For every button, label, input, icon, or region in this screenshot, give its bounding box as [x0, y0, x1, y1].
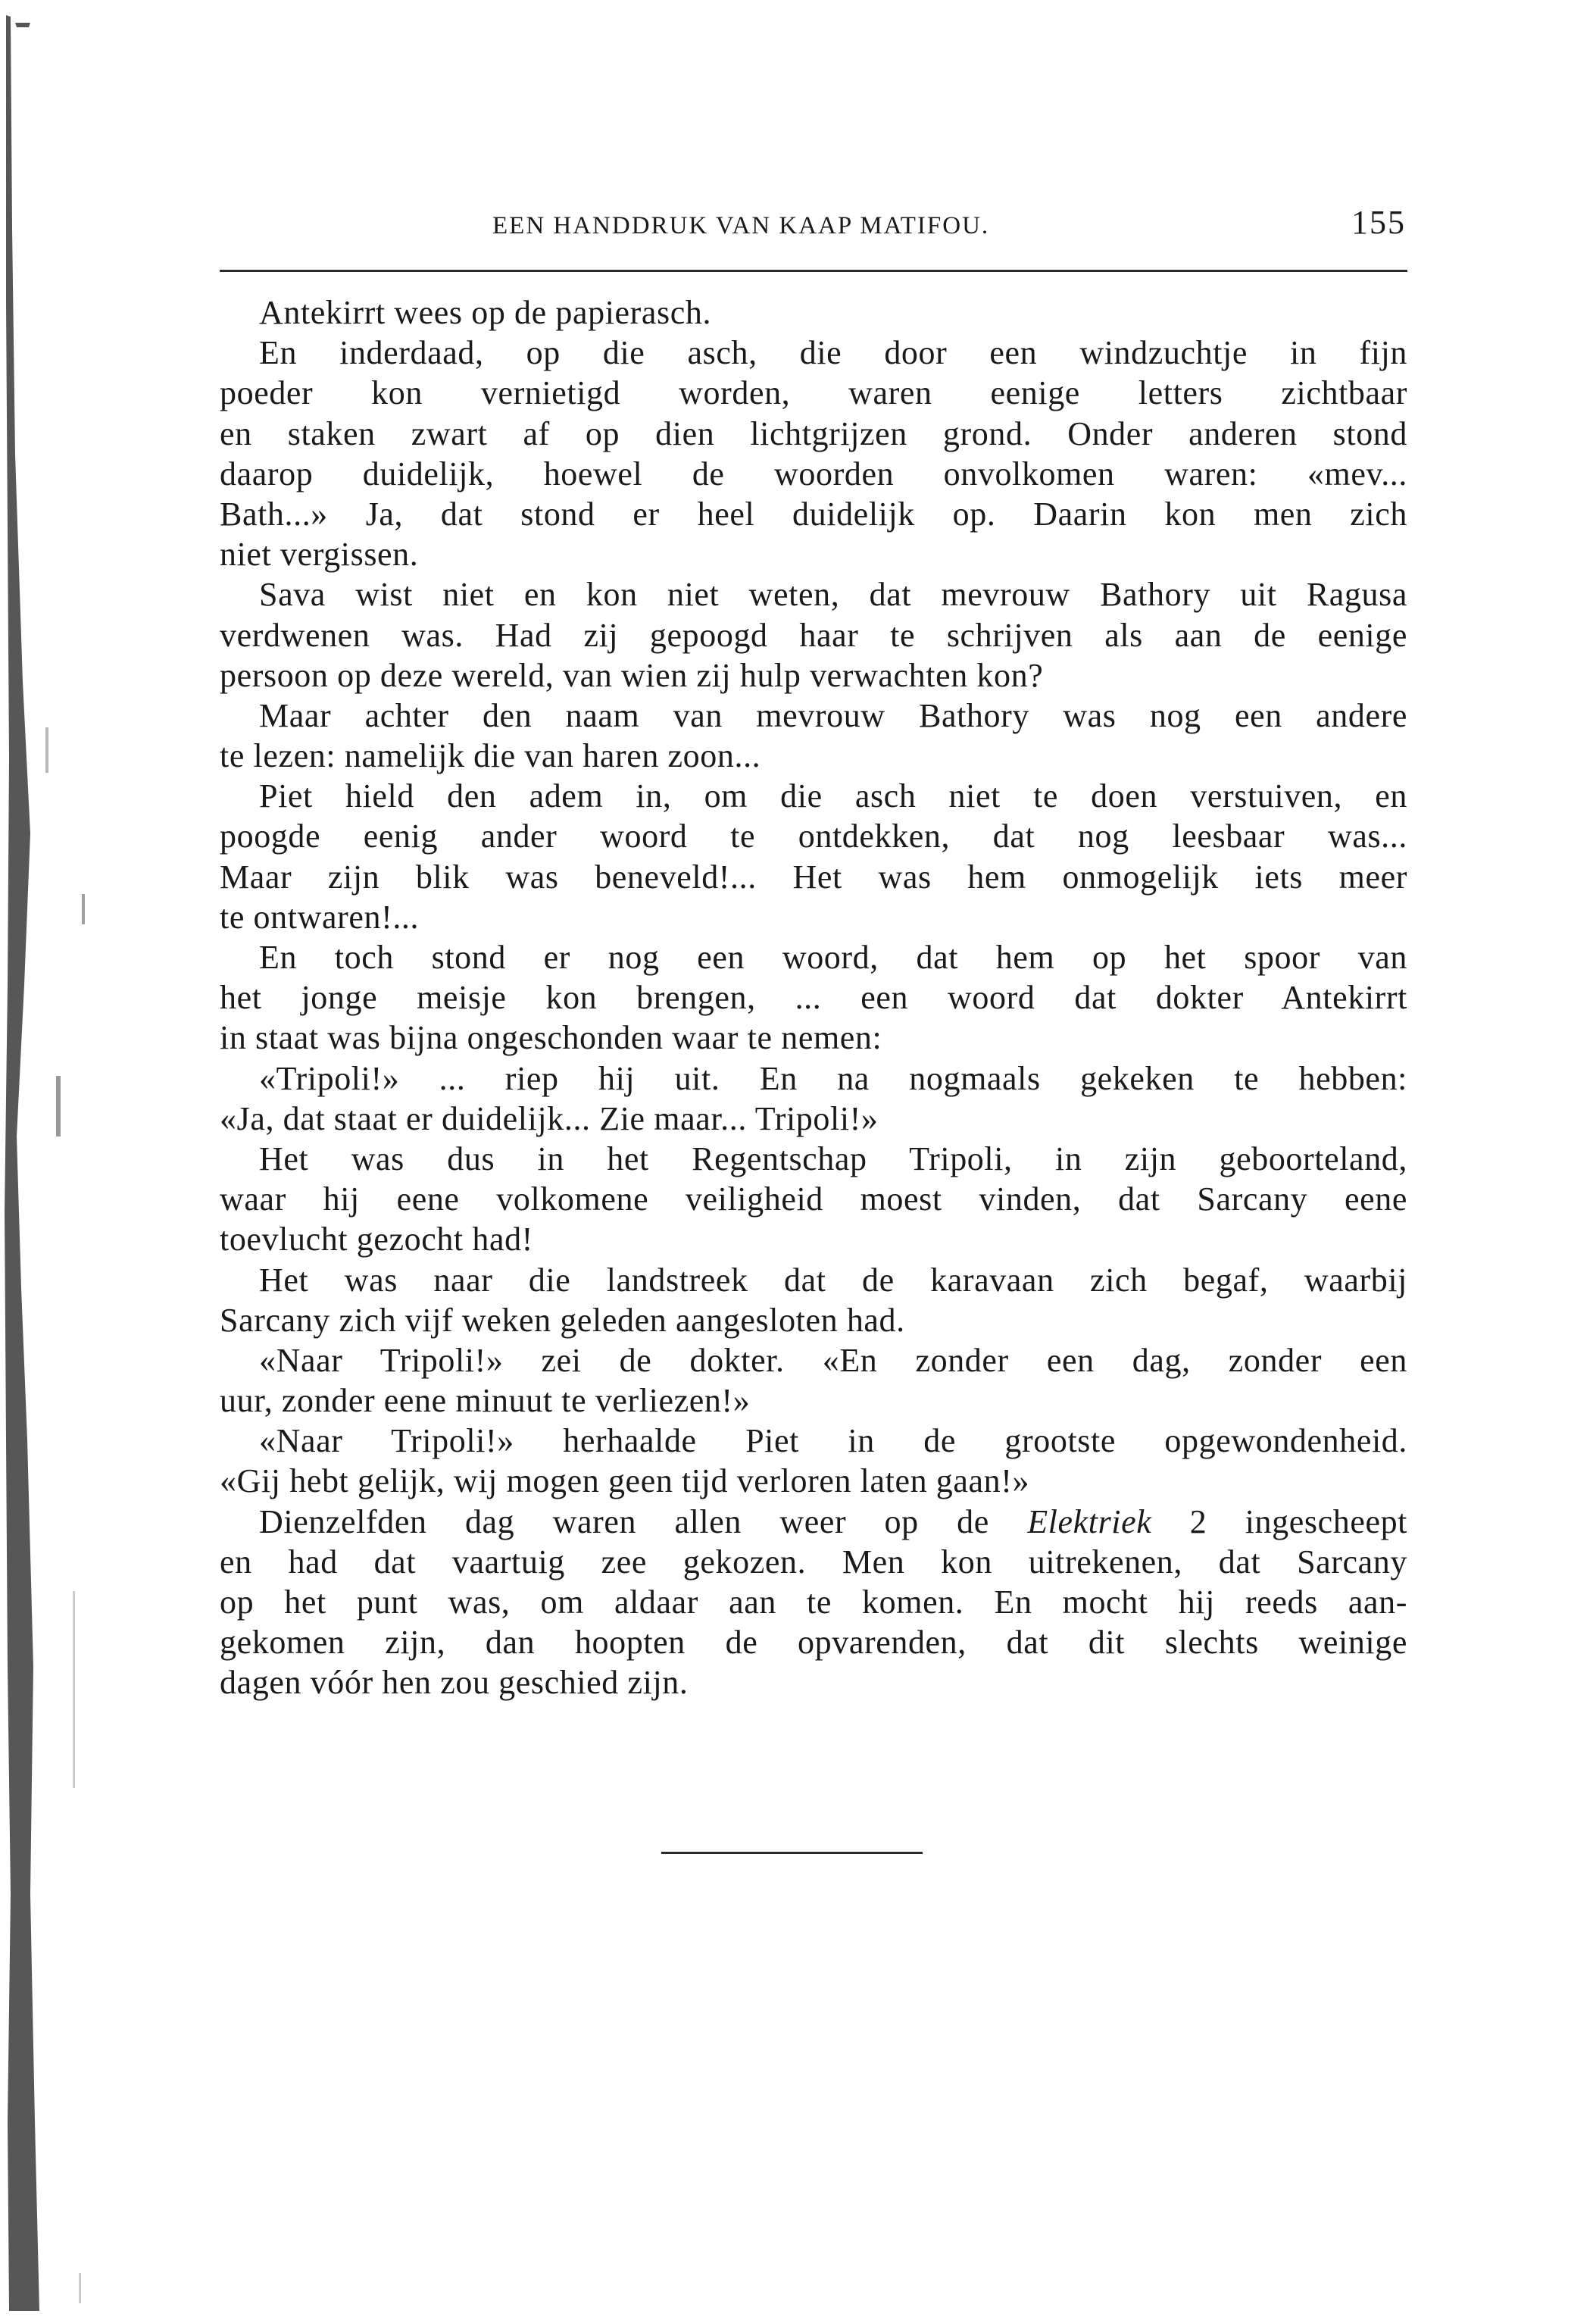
chapter-end-rule [661, 1852, 923, 1854]
header-rule [220, 270, 1407, 272]
text-line: dagen vóór hen zou geschied zijn. [220, 1664, 689, 1702]
text-line: «Ja, dat staat er duidelijk... Zie maar... Tripoli!» [220, 1099, 879, 1137]
text-line: uur, zonder eene minuut te verliezen!» [220, 1382, 751, 1420]
text-line: «Tripoli!» ... riep hij uit. En na nogmaals gekeken te hebben: [259, 1059, 1407, 1097]
text-line: toevlucht gezocht had! [220, 1221, 533, 1258]
running-title: EEN HANDDRUK VAN KAAP MATIFOU. [492, 212, 990, 239]
text-line: Het was dus in het Regentschap Tripoli, in zijn geboorteland, [259, 1140, 1407, 1177]
text-line: niet vergissen. [220, 536, 419, 574]
text-line: te lezen: namelijk die van haren zoon... [220, 737, 761, 775]
text-line [220, 1502, 1407, 1542]
scanned-binding-edge [0, 0, 91, 2323]
text-line: «Naar Tripoli!» zei de dokter. «En zonder een dag, zonder een [259, 1341, 1407, 1379]
text-line: gekomen zijn, dan hoopten de opvarenden, dat dit slechts weinige [220, 1624, 1407, 1662]
text-line: poogde eenig ander woord te ontdekken, dat nog leesbaar was... [220, 818, 1407, 855]
text-line: en had dat vaartuig zee gekozen. Men kon uitrekenen, dat Sarcany [220, 1543, 1407, 1580]
text-line: Sava wist niet en kon niet weten, dat mevrouw Bathory uit Ragusa [259, 576, 1407, 614]
text-line: verdwenen was. Had zij gepoogd haar te schrijven als aan de eenige [220, 616, 1407, 654]
text-line: waar hij eene volkomene veiligheid moest vinden, dat Sarcany eene [220, 1180, 1407, 1218]
page-number: 155 [1351, 204, 1406, 241]
text-line: «Gij hebt gelijk, wij mogen geen tijd verloren laten gaan!» [220, 1462, 1030, 1500]
text-line: Maar achter den naam van mevrouw Bathory was nog een andere [259, 696, 1407, 734]
text-line: Maar zijn blik was beneveld!... Het was hem onmogelijk iets meer [220, 858, 1407, 896]
text-line: Sarcany zich vijf weken geleden aangesloten had. [220, 1301, 905, 1339]
text-line: Het was naar die landstreek dat de karavaan zich begaf, waarbij [259, 1261, 1407, 1299]
text-line: Antekirrt wees op de papierasch. [259, 294, 712, 331]
text-line: En inderdaad, op die asch, die door een windzuchtje in fijn [259, 334, 1407, 372]
text-line: En toch stond er nog een woord, dat hem op het spoor van [259, 939, 1407, 976]
text-line-part: Dienzelfden dag waren allen weer op de [259, 1502, 1028, 1540]
text-line: in staat was bijna ongeschonden waar te nemen: [220, 1019, 882, 1057]
text-line: poeder kon vernietigd worden, waren eenige letters zichtbaar [220, 374, 1407, 412]
text-line: Bath...» Ja, dat stond er heel duidelijk op. Daarin kon men zich [220, 495, 1407, 533]
text-line: het jonge meisje kon brengen, ... een woord dat dokter Antekirrt [220, 979, 1407, 1017]
ship-name: Elektriek [1027, 1502, 1152, 1540]
text-line: op het punt was, om aldaar aan te komen. En mocht hij reeds aan- [220, 1584, 1407, 1621]
page-header [220, 203, 1416, 256]
text-line: «Naar Tripoli!» herhaalde Piet in de grootste opgewondenheid. [259, 1422, 1407, 1460]
text-line: te ontwaren!... [220, 898, 420, 936]
text-line: en staken zwart af op dien lichtgrijzen grond. Onder anderen stond [220, 414, 1407, 452]
text-line: persoon op deze wereld, van wien zij hulp verwachten kon? [220, 656, 1044, 694]
text-line: Piet hield den adem in, om die asch niet te doen verstuiven, en [259, 777, 1407, 815]
body-text [220, 292, 1407, 1703]
text-line-part: 2 ingescheept [1151, 1502, 1407, 1540]
text-line: daarop duidelijk, hoewel de woorden onvolkomen waren: «mev... [220, 455, 1407, 492]
